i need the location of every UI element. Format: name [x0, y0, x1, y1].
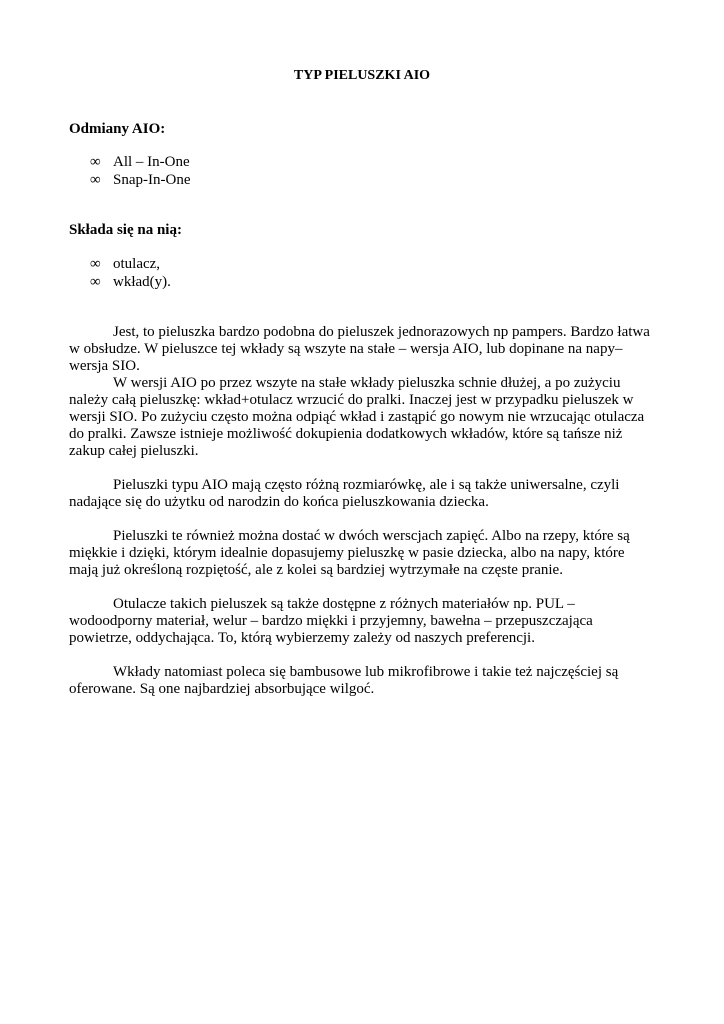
odmiany-list [90, 154, 190, 190]
infinity-bullet-icon: ∞ [90, 172, 101, 188]
section-heading-sklada: Składa się na nią: [69, 222, 182, 238]
list-item [90, 154, 190, 172]
list-item-label: Snap-In-One [113, 172, 191, 188]
infinity-bullet-icon: ∞ [90, 274, 101, 290]
sklada-list [90, 256, 171, 292]
paragraph: Wkłady natomiast poleca się bambusowe lub mikrofibrowe i takie też najczęściej są oferowane. Są one najbardziej absorbujące wilgoć. [69, 664, 619, 697]
paragraph: Pieluszki te również można dostać w dwóch werscjach zapięć. Albo na rzepy, które są miękkie i dzięki, którym idealnie dopasujemy pieluszkę w pasie dziecka, albo na napy, które mają już określoną rozpiętość, ale z kolei są bardziej wytrzymałe na częste pranie. [69, 528, 630, 578]
paragraph: Pieluszki typu AIO mają często różną rozmiarówkę, ale i są także uniwersalne, czyli nadające się do użytku od narodzin do końca pieluszkowania dziecka. [69, 477, 620, 510]
list-item-label: otulacz, [113, 256, 161, 272]
body-text [69, 324, 657, 698]
infinity-bullet-icon: ∞ [90, 256, 101, 272]
list-item [90, 172, 190, 190]
paragraph: Otulacze takich pieluszek są także dostępne z różnych materiałów np. PUL – wodoodporny materiał, welur – bardzo miękki i przyjemny, bawełna – przepuszczająca powietrze, oddychająca. To, którą wybierzemy zależy od naszych preferencji. [69, 596, 593, 646]
infinity-bullet-icon: ∞ [90, 154, 101, 170]
list-item-label: All – In-One [113, 154, 190, 170]
list-item [90, 256, 171, 274]
list-item-label: wkład(y). [113, 274, 171, 290]
list-item [90, 274, 171, 292]
paragraph: Jest, to pieluszka bardzo podobna do pieluszek jednorazowych np pampers. Bardzo łatwa w obsłudze. W pieluszce tej wkłady są wszyte na stałe – wersja AIO, lub dopinane na napy– wersja SIO. [69, 324, 650, 374]
document-title: TYP PIELUSZKI AIO [293, 68, 431, 83]
section-heading-odmiany: Odmiany AIO: [69, 121, 166, 137]
paragraph: W wersji AIO po przez wszyte na stałe wkłady pieluszka schnie dłużej, a po zużyciu należy całą pieluszkę: wkład+otulacz wrzucić do pralki. Inaczej jest w przypadku pieluszek w wersji SIO. Po zużyciu często można odpiąć wkład i zastąpić go nowym nie wrzucając otulacza do pralki. Zawsze istnieje możliwość dokupienia dodatkowych wkładów, które są tańsze niż zakup całej pieluszki. [69, 375, 645, 459]
